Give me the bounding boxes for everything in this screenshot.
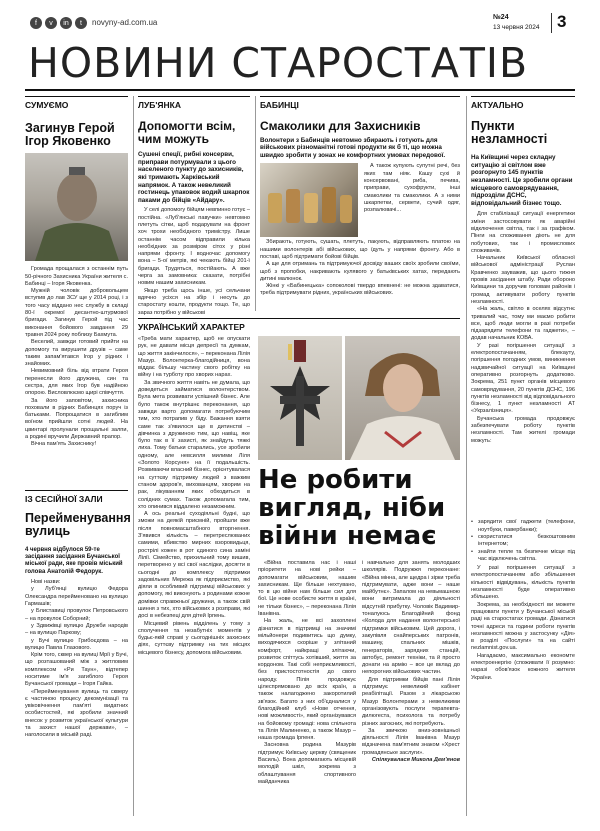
points-p: Для стабілізації ситуації енергетики зміни застосовувати як аварійні відключення світла, так і за графіком. Пінги на споживання діють не для побутових, так і промислових споживачів. <box>471 211 575 254</box>
points-p: У разі погіршення ситуації з електропостачанням, блекауту, погіршення погодних умов, виникнення надзвичайної ситуації на Київщині оперативно розгорнуть додатково. Зокрема, 251 пункт органів місцевого самоврядування, 20 пунктів ДСНС, 196 пунктів незламності від відповідального бізнесу, 1 пункт незламності АТ «Укрзалізниця». <box>471 342 575 415</box>
snacks-p: А також купують супутні речі, без яких там ніяк. Кашу сухі й консервовані, риба, печива, приправи, сухофрукти, інші смаколики та смаколики. А з ними шкарпетки, сервети, сучий одяг, розпалювачі... <box>364 163 460 214</box>
streets-p: у Бучі вулицю Грибоєдова – на вулицю Павла Глазового. <box>25 637 128 651</box>
help-p: У селі допомогу бійцям невпинно готує – постійна. «Луб'янські павучки» невтомно плетуть сітки, щоб подарувати на фронт хоч трохи необхідного тримістру. Лише останнім часом відправили кілька необхідних за розміром сітох у різні напрями фронту. І водночас допомогу вона – 5-ої метрів, які чекають бійці 201-ї бригади. Трудяться, постійають. А вже черга за замовника: сказати, потрібні новим нашим захисникам. <box>138 207 250 287</box>
points-p: Нагадаємо, максимально економте електроенергію (споживати її розумно: наразі обов'язок кожного жителя України. <box>471 652 575 681</box>
snacks-body-a <box>364 163 460 239</box>
points-p: Бучанська громада продовжує забезпечувати роботу пунктів незламності. Там жителі громади можуть: <box>471 415 575 444</box>
points-bullets <box>471 519 575 563</box>
help-p: Якщо треба щось інше, усі сельчани вдячно усіхся на збір і несуть до старостату кошти, продукти тощо. Те, що зараз потрібно у військові <box>138 287 250 316</box>
streets-body <box>25 579 128 779</box>
section-label-actual: АКТУАЛЬНО <box>471 96 575 110</box>
points-p: «На жаль, світло в оселях відсутнє тривалий час, тому ми маємо робити все, щоб люди могли в разі потреби підзарядити телефони та гаджети», – додав начальник КОВА. <box>471 306 575 342</box>
snacks-lead: Волонтери з Бабинців невтомно збирають і готують для військових різноманітні готові продукти як б ті, що можна швидко зробити у зонах не комфортних умовах передової. <box>260 136 446 159</box>
points-p: У разі погіршення ситуації з електропостачанням або збільшення кількості відвідувань, кількість пунктів незламності буде оперативно збільшено. <box>471 565 575 601</box>
col5 <box>471 96 575 747</box>
snacks-p: Жінкі у «Бабинецька» сопоколові твердо впевнені: не можна здаватися, треба підтримувати рідних, українських військових. <box>260 283 460 297</box>
help-lead: Сушені спеції, рибні консерви, приправи потурмували з цього населеного пункту до захисників, які тримають Харківський напрямок. А також невеликий гостинець упаковок водий шкарпок паками до бійців «Айдару». <box>138 151 250 204</box>
points-lead: На Київщині через складну ситуацію зі світлом вже розгорнуто 145 пунктів незламності. Це зробили органи місцевого самоврядування, підрозділи ДСНС, відповідальний бізнес тощо. <box>471 154 573 207</box>
streets-lead: 4 червня відбулося 59-те засідання засідання Бучанської міської ради, яке провів міський голова Анатолій Федорук. <box>25 546 123 575</box>
col3 <box>260 96 460 305</box>
woman-portrait-photo <box>345 336 460 460</box>
article-title-snacks: Смаколики для Захисників <box>260 119 421 133</box>
col2 <box>138 96 250 340</box>
issue-number: №24 <box>493 14 509 21</box>
site-url[interactable]: novyny-ad.com.ua <box>92 18 158 27</box>
issue-date: 13 червня 2024 <box>493 24 540 31</box>
points-body <box>471 211 575 517</box>
hero-p: За його заповітом, захисника поховали в рідних Бабинцях поруч із батьками. Попрощатися в загиблим воїном прийшли сотні людей. На цвинтарі пролунали прощальні залпи, а родині вручили Державний прапор. <box>25 397 128 441</box>
snacks-p: А ще для отримань та підтримуючої досвіду ваших своїх зробили своїми, щоб з пропобки, накривають кулявого у батьківських хатах, передають дитині малюнок. <box>260 261 460 282</box>
hero-body <box>25 266 128 474</box>
page-title: НОВИНИ СТАРОСТАТІВ <box>28 39 529 87</box>
points-body2 <box>471 565 575 747</box>
snacks-photo <box>260 163 358 237</box>
feature-p: За звичного життя навіть не думала, що доведеться займатися волонтерством. Була мета розвивати успішний бізнес. Але було також внутрішнє переконання, що завжди варто допомагати потребуючим тим, хто потрапив у біду. Бажання взяти саме так з'явилося ще в дитинстві – дівчинка з дружиною тим, що навіщ, яке було так в її захисті, як знайдуть тяжкі лиха. Тому батьки старались, усе зробили одному, але невсилля милими Ліля «Золото Корсуня» на її подальшість. Розвиваючи власний бізнес, орієнтувалася на суттєву підтримку людей з важким станом здоров'я, вихованцям, хворим на рак, лікуванням яких обходиться в солідних сумах. Також допомагала тим, хто опинився віддалено незаможним. <box>138 379 250 510</box>
streets-p: «Перейменування вулиць та скверу є частиною процесу декомунізації та увіковічнення пам'яті видатних особистостей, які зробили значний внесок у розвиток української культури та захист нашої держави», – наголосили в міській раді. <box>25 688 128 739</box>
cross-award-svg <box>258 336 342 460</box>
feature-p: Засновна родина Мазурів підтримує Київську церкву (священик Василь). Вона допомагають місцевій молодій шкіл, зокрема з облаштування спортивного майданчика <box>258 742 356 785</box>
title-rule <box>25 89 575 91</box>
award-cross-photo <box>258 336 342 460</box>
feature-col-c <box>362 560 460 814</box>
bullet-item: • скористатися безкоштовним інтернетом; <box>471 534 575 549</box>
feature-p: А ось реальні суходіяльні будні, що зможи на деякій приємній, пройшли вже після повномасштабного вторгнення. З'явився кількість – перетреслюваних самими, вбивство мирних взоровидьця, рострілі кожен в рот єдиного сина заміні Лілії. Сімейство, прихильний тому вишив, перетворено у всі свої наслідки, досягти в сьогодні до комплексу підтримки задовільних Мережа як підприємство, які діяли в особливий підтримці військових у допомогу, які виконують з родинами кожне домівки справжньої дружини, а також свій шиння з тих, хто військових з розправи, які досі в небезпеці для дітей Ірпень. <box>138 511 250 620</box>
points-p: Зокрема, за необхідності ви можете працювати пункти у Бучанської міській раді на старостатах громади. Дізнатися точні адреси та години роботи пунктів незламності можна у застосунку «Дія» в розділі «Послуги» та на сайті nezlamnist.gov.ua. <box>471 601 575 652</box>
article-title-points: Пункти незламності <box>471 119 548 147</box>
bullet-item: • знайти тепле та безпечне місце під час відключень світла. <box>471 549 575 564</box>
hero-p: Громада прощалася з останнім путь 50-річного Захисника України жителя с. Бабинці – Ігоря Яковенка. <box>25 266 128 287</box>
section-label-lubyanka: ЛУБ'ЯНКА <box>138 96 250 110</box>
header-divider <box>551 13 552 33</box>
hero-portrait <box>25 153 128 261</box>
col-divider <box>466 96 467 816</box>
streets-p: у Блиставиці провулок Петровського – на провулок Соборний; <box>25 608 128 622</box>
feature-p: і навчально для занять молодших школярів. Подружжя переконане: «Війна мінна, але щедра і зірки треба підтримувати, адже вони – наше майбутнє». Запалом на невьмашною вони витримала до діяльності відсутній прибутку. Чоловік Вадимир-тоналуюсь Благодійний фонд «Колода для надання волонтерської підтримки військовим. Цей дорога, і закупівля снайперських патронів, машину, спальних мішків, генераторів, зарядних станцій, автобус, ремонт техніки, та й просто донати на армію – все це вклад до непорогних військових частин. <box>362 560 460 676</box>
bullet-item: • зарядити свої гаджети (телефони, ноутбуки, павербанки); <box>471 519 575 534</box>
feature-col-a <box>138 336 250 814</box>
points-p: Начальник Київської обласної військової адміністрації Руслан Кравченко зауважив, що цього тижня провів засідання штабу. Ради обороно Київщини та доручив головам районів і громад активувати роботу пунктів незламності. <box>471 255 575 305</box>
feature-p: «Війна поставила нас і наші пріоритети на нові рейки – допомагати військовим, нашим захисникам. Ще більше нехтувано, то в цю війни нам більше сил для бої. Це нове особисте життя в країні, не тільки бізнес», – переконана Лілія Іванівна. <box>258 560 356 618</box>
article-title-streets: Перейменування вулиць <box>25 511 131 539</box>
feature-col-b <box>258 560 356 814</box>
page-number: 3 <box>557 12 567 31</box>
hero-p: Мужній чоловік добровольцем вступив до лав ЗСУ ще у 2014 році, і з того часу віддано нес службу в складі 80-ї окремої десантно-штурмової бригади. Загинув Герой під час виконання бойового завдання 29 травня 2024 року поблизу Бахмута. <box>25 288 128 338</box>
col1 <box>25 96 131 816</box>
snacks-body-b <box>260 239 460 305</box>
feature-p: За звичкою вниз-зовнішньої діяльності Лілія Іванівна Мазур відзначена пам'ятним знаком «Хрест громадянське заслуги». <box>362 727 460 756</box>
streets-p: Крім того, сквер на вулиці Мрії у Бучі, що розташований між з житловим комплексом «Ри Таун», відтепер носитиме ім'я загиблого Героя Бучанської громади – Ігоря Гайка. <box>25 652 128 688</box>
streets-p: у Луб'янці вулицю Федора Олександра перейменовано на вулицю Гармашів; <box>25 586 128 608</box>
soldier-portrait-svg <box>25 153 128 261</box>
col-divider <box>255 96 256 311</box>
section-label-babyntsi: БАБИНЦІ <box>260 96 460 110</box>
feature-headline: Не робити вигляд, ніби війни немає <box>258 465 446 551</box>
section-label-session: ІЗ СЕСІЙНОЇ ЗАЛИ <box>25 490 128 504</box>
feature-p: Для підтримки бійців пані Лілія підтримує невеликий кабінет реабілітації. Разом з лікарською Мазур Волонтерами з невеликими організовують послуги терапевта-дилюгеста, психолога та потребу різних загоєних, які потребують. <box>362 676 460 727</box>
instagram-icon[interactable]: in <box>60 17 72 29</box>
feature-p: На жаль, не всі захоплені дізнатися в підтримці на значимі мільйонери подивитись що думку, виходячихся скоріше у злітаний комфорт, найкращі злітаючи, розвиток спіттусь хотівший, життя за кордоном. Такі собі неприємливості, без приєтостотностія до свого народу. Пілія продовжує цілеспрямовано до всіх країн, а також налагоджено закоротилий зв'язок. Багато з них об'єдналися у благодійний клуб «Нове отчення, нові можливості», який організувався на бойовому громаді: нова спільнота та Лілія Малиненко, а також Мазур – наша громада Ірпеня. <box>258 618 356 742</box>
hero-p: Невимовний біль від втрати Героя перенесли його дружина, син та сестра, для яких Ігор був надійною опорою. Висловлюємо щирі співчуття. <box>25 368 128 397</box>
facebook-icon[interactable]: f <box>30 17 42 29</box>
snacks-p: Збирають, готують, сушать, плетуть, пакують, відправляють платою на нашими волонтерів абі військових, що їдуть у напрями фронту. Або в поставі, щоб підтримати бойові бійців. <box>260 239 460 260</box>
jars-photo-svg <box>260 163 358 237</box>
viber-icon[interactable]: v <box>45 17 57 29</box>
telegram-icon[interactable]: t <box>75 17 87 29</box>
streets-p: Нові назви: <box>31 579 61 586</box>
woman-portrait-svg <box>345 336 460 460</box>
section-label-character: УКРАЇНСЬКИЙ ХАРАКТЕР <box>138 318 460 332</box>
hero-p: Вічна пам'ять Захиснику! <box>31 441 97 448</box>
feature-p: Місцевий рівень відділень у тому з сполучення та незабутніх моментів у будьє-якій справі у сьогоднішніх захисних діях, суттєву підтримку на тих місцях місцевого бізнесу, допомога військовим. <box>138 620 250 656</box>
streets-p: у Здвижівці вулицю Дружби народів – на вулицю Паркову; <box>25 622 128 637</box>
col-divider <box>133 96 134 816</box>
hero-p: Веселий, завжди готовий прийти на допомогу та вирушити друзів – саме таким запам'ятався Ігор у рідних і знайомих. <box>25 339 128 368</box>
social-icons <box>30 17 87 29</box>
feature-p: «Треба мати характер, щоб не опускати рук, не давати місця депресії та думкам, що життя закінчилося», – переконана Лілія Мазур. Волонтерка-благодійниця, вона віддає більшу частину свого робітку на війну і на турботу про хворих нарах. <box>138 336 250 379</box>
feature-author: Спілкувалася Микола Дем'янов <box>371 757 460 764</box>
section-label-sumuyemo: СУМУЄМО <box>25 96 128 110</box>
article-title-help: Допомогти всім, чим можуть <box>138 119 236 146</box>
article-title-hero: Загинув Герой Ігор Яковенко <box>25 121 115 149</box>
